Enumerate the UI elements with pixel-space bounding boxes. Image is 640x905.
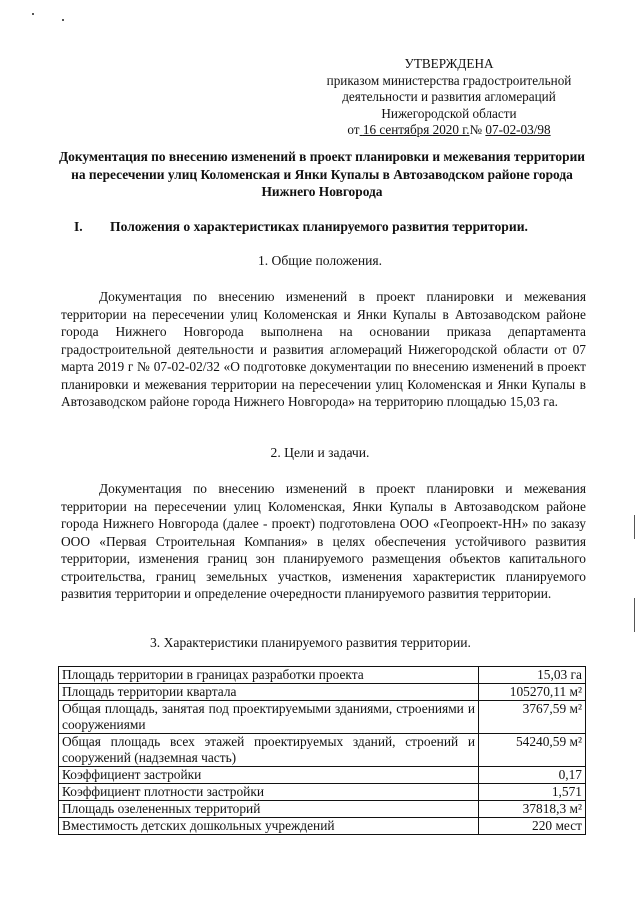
parameter-name: Вместимость детских дошкольных учреждений	[59, 818, 479, 835]
section-heading	[74, 218, 594, 236]
table-row	[59, 734, 586, 767]
parameter-value: 1,571	[479, 784, 586, 801]
approval-block	[318, 56, 580, 139]
approval-number: 07-02-03/98	[485, 122, 551, 137]
scan-speck	[32, 13, 34, 15]
parameter-value: 0,17	[479, 767, 586, 784]
approval-ministry-line: деятельности и развития агломераций	[342, 89, 556, 104]
subsection-3-heading: 3. Характеристики планируемого развития территории.	[150, 635, 471, 650]
subsection-1-heading: 1. Общие положения.	[257, 253, 383, 268]
table-row	[59, 784, 586, 801]
section-number: I.	[74, 219, 83, 234]
table-row	[59, 818, 586, 835]
parameter-value: 3767,59 м²	[479, 701, 586, 734]
number-prefix: №	[469, 122, 483, 137]
parameter-name: Общая площадь, занятая под проектируемыми зданиями, строениями и сооружениями	[59, 701, 479, 734]
scan-edge-mark	[634, 515, 635, 539]
parameter-name: Коэффициент плотности застройки	[59, 784, 479, 801]
parameter-name: Общая площадь всех этажей проектируемых зданий, строений и сооружений (надземная часть)	[59, 734, 479, 767]
date-prefix: от	[347, 122, 360, 137]
table-row	[59, 767, 586, 784]
approval-heading: УТВЕРЖДЕНА	[404, 56, 494, 71]
parameter-value: 15,03 га	[479, 667, 586, 684]
parameter-name: Площадь территории квартала	[59, 684, 479, 701]
parameter-name: Коэффициент застройки	[59, 767, 479, 784]
parameter-value: 105270,11 м²	[479, 684, 586, 701]
parameter-value: 54240,59 м²	[479, 734, 586, 767]
table-row	[59, 801, 586, 818]
parameter-name: Площадь озелененных территорий	[59, 801, 479, 818]
scan-edge-mark	[634, 598, 635, 632]
subsection-2-heading: 2. Цели и задачи.	[270, 445, 370, 460]
table-row	[59, 667, 586, 684]
scan-speck	[62, 19, 64, 21]
parameter-name: Площадь территории в границах разработки проекта	[59, 667, 479, 684]
subsection-1-text: Документация по внесению изменений в проект планировки и межевания территории на пересечении улиц Коломенская и Янки Купалы в Автозаводском районе города Нижнего Новгорода выполнена на основании приказа департамента градостроительной деятельности и развития агломераций Нижегородской области от 07 марта 2019 г № 07-02-02/32 «О подготовке документации по внесению изменений в проект планировки и межевания территории на пересечении улиц Коломенская и Янки Купалы в Автозаводском районе города Нижнего Новгорода» на территорию площадью 15,03 га.	[61, 289, 586, 409]
parameter-value: 220 мест	[479, 818, 586, 835]
approval-region-line: Нижегородской области	[381, 105, 517, 121]
characteristics-table	[58, 666, 586, 835]
document-title: Документация по внесению изменений в проект планировки и межевания территории на пересечении улиц Коломенская и Янки Купалы в Автозаводском районе города Нижнего Новгорода	[58, 149, 586, 199]
approval-date-line	[318, 122, 580, 139]
parameter-value: 37818,3 м²	[479, 801, 586, 818]
subsection-2-text: Документация по внесению изменений в проект планировки и межевания территории на пересечении улиц Коломенская, Янки Купалы в Автозаводском районе города Нижнего Новгорода (далее - проект) подготовлена ООО «Геопроект-НН» по заказу ООО «Первая Строительная Компания» в целях обеспечения устойчивого развития территории, изменения границ зон планируемого размещения объектов капитального строительства, границ земельных участков, изменения характеристик планируемого развития территории и определение очередности планируемого развития территории.	[61, 481, 586, 601]
table-row	[59, 684, 586, 701]
approval-date: 16 сентября 2020 г.	[362, 122, 470, 137]
approval-order-line: приказом министерства градостроительной	[326, 72, 572, 88]
table-row	[59, 701, 586, 734]
section-title: Положения о характеристиках планируемого развития территории.	[110, 219, 528, 234]
